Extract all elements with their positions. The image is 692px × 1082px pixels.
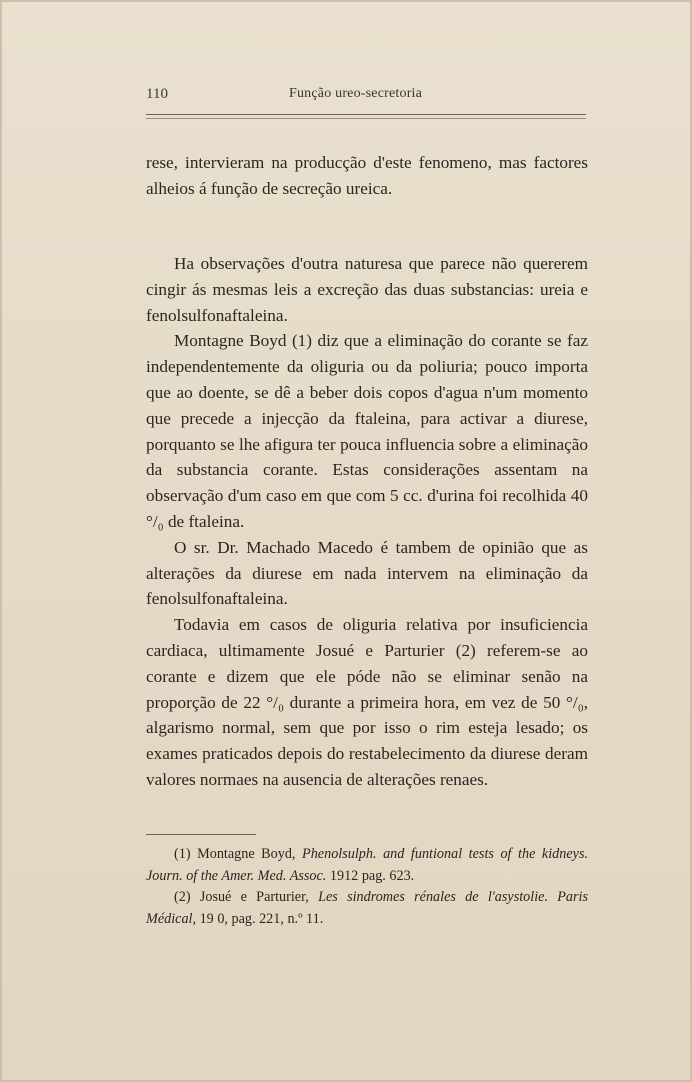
footnote-title: Les sindromes rénales de l'asystolie. Paris Médical,	[146, 889, 589, 927]
main-text	[146, 251, 588, 793]
footnote-rule	[146, 834, 256, 835]
paragraph: O sr. Dr. Machado Macedo é tambem de opinião que as alterações da diurese em nada intervem na eliminação da fenolsulfonaftaleina.	[146, 537, 588, 609]
paragraph: Ha observações d'outra naturesa que parece não quererem cingir ás mesmas leis a excreção das duas substancias: ureia e fenolsulfonaftaleina.	[146, 254, 588, 325]
footnotes	[146, 844, 588, 930]
footnote-marker: (2)	[174, 889, 191, 905]
running-title: Função ureo-secretoria	[289, 86, 423, 101]
footnote-author: Montagne Boyd,	[197, 846, 296, 862]
footnote	[146, 887, 588, 930]
header-rule	[146, 114, 586, 115]
footnote-author: Josué e Parturier,	[199, 889, 309, 905]
header-rule-secondary	[146, 118, 586, 119]
paragraph: Todavia em casos de oliguria relativa por insuficiencia cardiaca, ultimamente Josué e Parturier (2) referem-se ao corante e dizem que ele póde não se eliminar senão na proporção de 22 °/₀ durante a primeira hora, em vez de 50 °/₀, algarismo normal, sem que por isso o rim esteja lesado; os exames praticados depois do restabelecimento da diurese deram valores normaes na ausencia de alterações renaes.	[146, 615, 588, 789]
footnote	[146, 844, 588, 887]
footnote-details: 19 0, pag. 221, n.º 11.	[199, 910, 324, 927]
footnote-marker: (1)	[174, 846, 191, 862]
footnote-details: 1912 pag. 623.	[329, 867, 415, 884]
paragraph: Montagne Boyd (1) diz que a eliminação do corante se faz independentemente da oliguria ou da poliuria; pouco importa que ao doente, se dê a beber dois copos d'agua n'um momento que precede a injecção da ftaleina, para activar a diurese, porquanto se lhe afigura ter pouca influencia sobre a eliminação da substancia corante. Estas considerações assentam na observação d'um caso em que com 5 cc. d'urina foi recolhida 40 °/₀ de ftaleina.	[146, 331, 588, 531]
continued-paragraph	[146, 150, 588, 202]
page-number: 110	[146, 86, 168, 102]
footnote-title: Phenolsulph. and funtional tests of the kidneys. Journ. of the Amer. Med. Assoc.	[146, 846, 589, 884]
paragraph: rese, intervieram na producção d'este fenomeno, mas factores alheios á função de secreção ureica.	[146, 153, 588, 198]
